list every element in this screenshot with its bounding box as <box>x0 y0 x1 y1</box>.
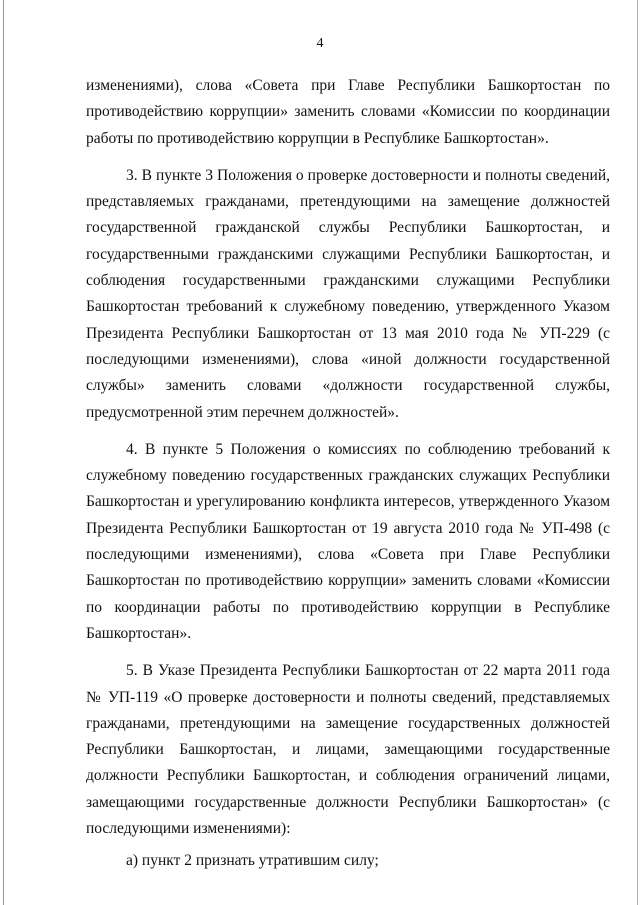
paragraph-item-3: 3. В пункте 3 Положения о проверке достоверности и полноты сведений, представляемых гражданами, претендующими на замещение должностей государственной гражданской службы Республики Башкортостан, и государственными гражданскими служащими Республики Башкортостан, и соблюдения государственными гражданскими служащими Республики Башкортостан требований к служебному поведению, утвержденного Указом Президента Республики Башкортостан от 13 мая 2010 года № УП-229 (с последующими изменениями), слова «иной должности государственной службы» заменить словами «должности государственной службы, предусмотренной этим перечнем должностей». <box>86 166 610 421</box>
paragraph-subitem-a: а) пункт 2 признать утратившим силу; <box>126 852 379 870</box>
page-left-edge <box>3 0 4 905</box>
paragraph-item-5: 5. В Указе Президента Республики Башкортостан от 22 марта 2011 года № УП-119 «О проверке достоверности и полноты сведений, представляемых гражданами, претендующими на замещение государственных должностей Республики Башкортостан, и лицами, замещающими государственные должности Республики Башкортостан, и соблюдения ограничений лицами, замещающими государственные должности Республики Башкортостан» (с последующими изменениями): <box>86 662 610 838</box>
document-body <box>86 73 610 875</box>
paragraph-item-4: 4. В пункте 5 Положения о комиссиях по соблюдению требований к служебному поведению государственных гражданских служащих Республики Башкортостан и урегулированию конфликта интересов, утвержденного Указом Президента Республики Башкортостан от 19 августа 2010 года № УП-498 (с последующими изменениями), слова «Совета при Главе Республики Башкортостан по противодействию коррупции» заменить словами «Комиссии по координации работы по противодействию коррупции в Республике Башкортостан». <box>86 440 610 642</box>
page-right-edge <box>637 0 638 905</box>
paragraph-continuation: изменениями), слова «Совета при Главе Республики Башкортостан по противодействию коррупции» заменить словами «Комиссии по координации работы по противодействию коррупции в Республике Башкортостан». <box>86 77 610 147</box>
page-number: 4 <box>316 36 324 51</box>
